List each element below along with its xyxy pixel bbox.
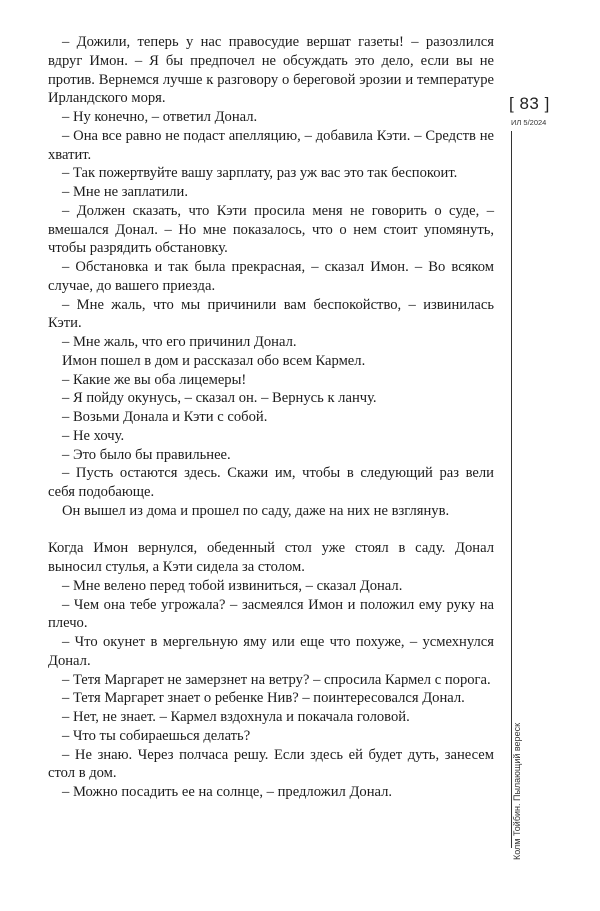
paragraph: – Чем она тебе угрожала? – засмеялся Имон и положил ему руку на плечо. xyxy=(48,596,494,632)
paragraph: – Дожили, теперь у нас правосудие вершат газеты! – разозлился вдруг Имон. – Я бы предпочел не обсуждать это дело, если вы не против. Вернемся лучше к разговору о береговой эрозии и температуре Ирландского моря. xyxy=(48,34,494,107)
paragraph: – Пусть остаются здесь. Скажи им, чтобы в следующий раз вели себя подобающе. xyxy=(48,465,494,500)
body-text xyxy=(48,33,494,802)
paragraph: – Ну конечно, – ответил Донал. xyxy=(62,109,258,125)
paragraph: – Она все равно не подаст апелляцию, – добавила Кэти. – Средств не хватит. xyxy=(48,127,494,163)
paragraph: – Мне жаль, что его причинил Донал. xyxy=(62,334,297,350)
paragraph: – Возьми Донала и Кэти с собой. xyxy=(62,409,268,425)
paragraph: – Нет, не знает. – Кармел вздохнула и покачала головой. xyxy=(62,709,410,725)
paragraph: – Не знаю. Через полчаса решу. Если здесь ей будет дуть, занесем стол в дом. xyxy=(48,746,494,782)
paragraph: – Это было бы правильнее. xyxy=(62,446,231,463)
paragraph: – Мне велено перед тобой извиниться, – сказал Донал. xyxy=(62,577,403,594)
section-break xyxy=(48,521,494,540)
paragraph: – Мне не заплатили. xyxy=(62,184,188,200)
paragraph: – Тетя Маргарет не замерзнет на ветру? – спросила Кармел с порога. xyxy=(62,671,491,688)
paragraph: – Должен сказать, что Кэти просила меня не говорить о суде, – вмешался Донал. – Но мне показалось, что о нем стоит упомянуть, чтобы разрядить обстановку. xyxy=(48,202,494,257)
paragraph: – Какие же вы оба лицемеры! xyxy=(62,371,247,388)
issue-label: ИЛ 5/2024 xyxy=(511,118,547,127)
paragraph: – Обстановка и так была прекрасная, – сказал Имон. – Во всяком случае, до вашего приезда. xyxy=(48,259,494,294)
paragraph: – Можно посадить ее на солнце, – предложил Донал. xyxy=(62,784,393,800)
paragraph: – Я пойду окунусь, – сказал он. – Вернусь к ланчу. xyxy=(62,390,377,407)
paragraph: – Так пожертвуйте вашу зарплату, раз уж вас это так беспокоит. xyxy=(62,165,458,182)
paragraph: – Что окунет в мергельную яму или еще что похуже, – усмехнулся Донал. xyxy=(48,634,494,669)
running-title: Колм Тойбин. Пылающий вереск xyxy=(512,722,522,860)
section-opening-paragraph: Когда Имон вернулся, обеденный стол уже стоял в саду. Донал выносил стулья, а Кэти сидела за столом. xyxy=(48,540,494,575)
paragraph: Он вышел из дома и прошел по саду, даже на них не взглянув. xyxy=(62,502,450,519)
paragraph: – Мне жаль, что мы причинили вам беспокойство, – извинилась Кэти. xyxy=(48,296,494,332)
page-number: [ 83 ] xyxy=(509,94,550,113)
paragraph: – Тетя Маргарет знает о ребенке Нив? – поинтересовался Донал. xyxy=(62,690,465,707)
paragraph: Имон пошел в дом и рассказал обо всем Кармел. xyxy=(62,352,366,369)
paragraph: – Что ты собираешься делать? xyxy=(62,727,251,744)
paragraph: – Не хочу. xyxy=(62,427,125,444)
